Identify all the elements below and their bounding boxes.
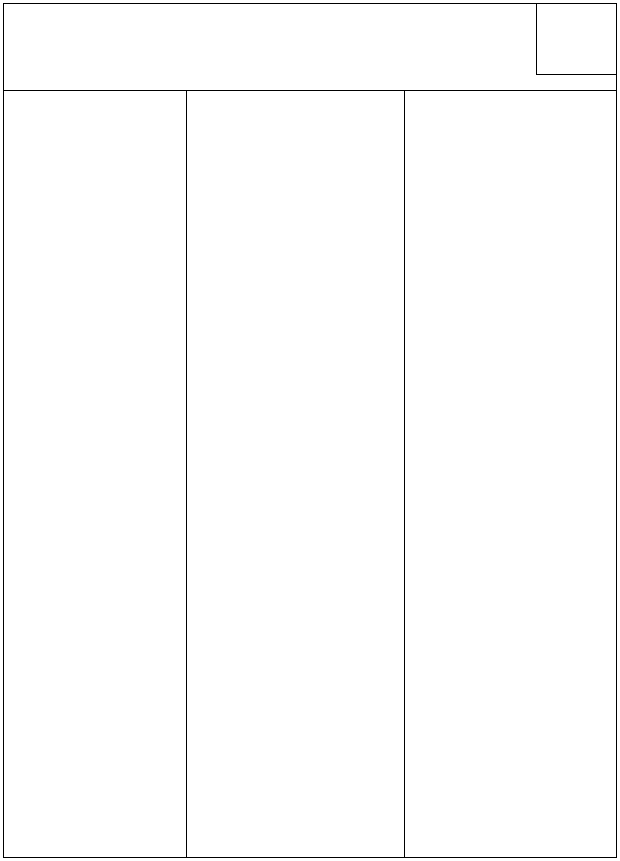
qr-code-image [484, 688, 580, 784]
design-preview [4, 90, 187, 857]
qr-code [474, 684, 590, 796]
stop-sequence-label [189, 90, 404, 101]
barcode [8, 39, 143, 61]
column-headers [189, 101, 404, 114]
stats-box [536, 4, 616, 75]
worksheet [3, 3, 617, 858]
stop-sequence-table-left [189, 90, 404, 114]
column-divider [404, 90, 405, 857]
header [4, 4, 616, 91]
embroidery-preview-image [4, 90, 186, 857]
